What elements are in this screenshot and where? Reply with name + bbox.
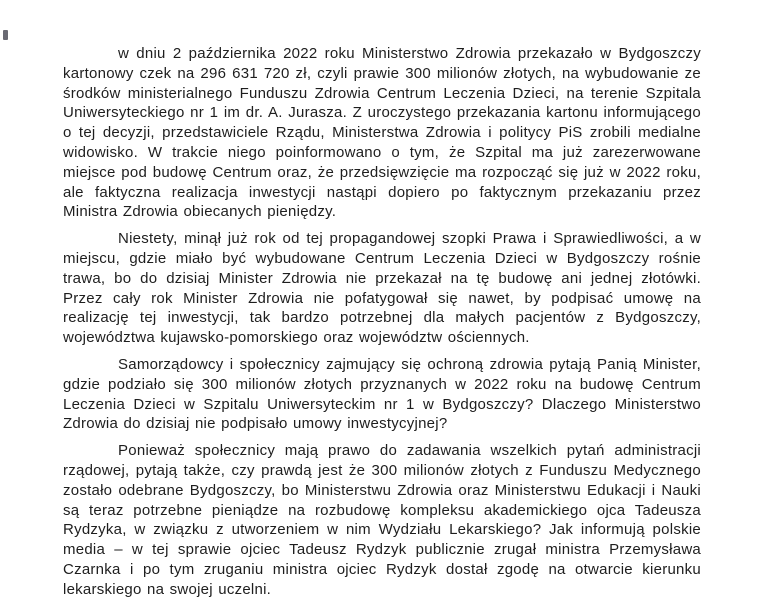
paragraph-1: w dniu 2 października 2022 roku Ministerstwo Zdrowia przekazało w Bydgoszczy kartonowy czek na 296 631 720 zł, czyli prawie 300 milionów złotych, na wybudowanie ze środków ministerialnego Funduszu Zdrowia Centrum Leczenia Dzieci, na terenie Szpitala Uniwersyteckiego nr 1 im dr. A. Jurasza. Z uroczystego przekazania kartonu informującego o tej decyzji, przedstawiciele Rządu, Ministerstwa Zdrowia i politycy PiS zrobili medialne widowisko. W trakcie niego poinformowano o tym, że Szpital ma już zarezerwowane miejsce pod budowę Centrum oraz, że przedsięwzięcie ma rozpocząć się już w 2022 roku, ale faktyczna realizacja inwestycji nastąpi dopiero po faktycznym przekazaniu przez Ministra Zdrowia obiecanych pieniędzy. xyxy=(63,45,701,221)
scan-artifact-mark xyxy=(3,30,8,40)
paragraph-3: Samorządowcy i społecznicy zajmujący się ochroną zdrowia pytają Panią Minister, gdzie podziało się 300 milionów złotych przyznanych w 2022 roku na budowę Centrum Leczenia Dzieci w Szpitalu Uniwersyteckim nr 1 w Bydgoszczy? Dlaczego Ministerstwo Zdrowia do dzisiaj nie podpisało umowy inwestycyjnej? xyxy=(63,355,701,433)
paragraph-4: Ponieważ społecznicy mają prawo do zadawania wszelkich pytań administracji rządowej, pytają także, czy prawdą jest że 300 milionów złotych z Funduszu Medycznego zostało odebrane Bydgoszczy, bo Ministerstwu Zdrowia oraz Ministerstwu Edukacji i Nauki są teraz potrzebne pieniądze na rozbudowę kompleksu akademickiego ojca Tadeusza Rydzyka, w związku z utworzeniem w nim Wydziału Lekarskiego? Jak informują polskie media – w tej sprawie ojciec Tadeusz Rydzyk publicznie zrugał ministra Przemysława Czarnka i po tym zruganiu ministra ojciec Rydzyk dostał zgodę na otwarcie kierunku lekarskiego na swojej uczelni. xyxy=(63,442,701,598)
paragraph-2: Niestety, minął już rok od tej propagandowej szopki Prawa i Sprawiedliwości, a w miejscu, gdzie miało być wybudowane Centrum Leczenia Dzieci w Bydgoszczy rośnie trawa, bo do dzisiaj Minister Zdrowia nie przekazał na tę budowę ani jednej złotówki. Przez cały rok Minister Zdrowia nie pofatygował się nawet, by podpisać umowę na realizację tej inwestycji, tak bardzo potrzebnej dla małych pacjentów z Bydgoszczy, województwa kujawsko-pomorskiego oraz województw ościennych. xyxy=(63,230,701,347)
document-body xyxy=(63,44,701,607)
